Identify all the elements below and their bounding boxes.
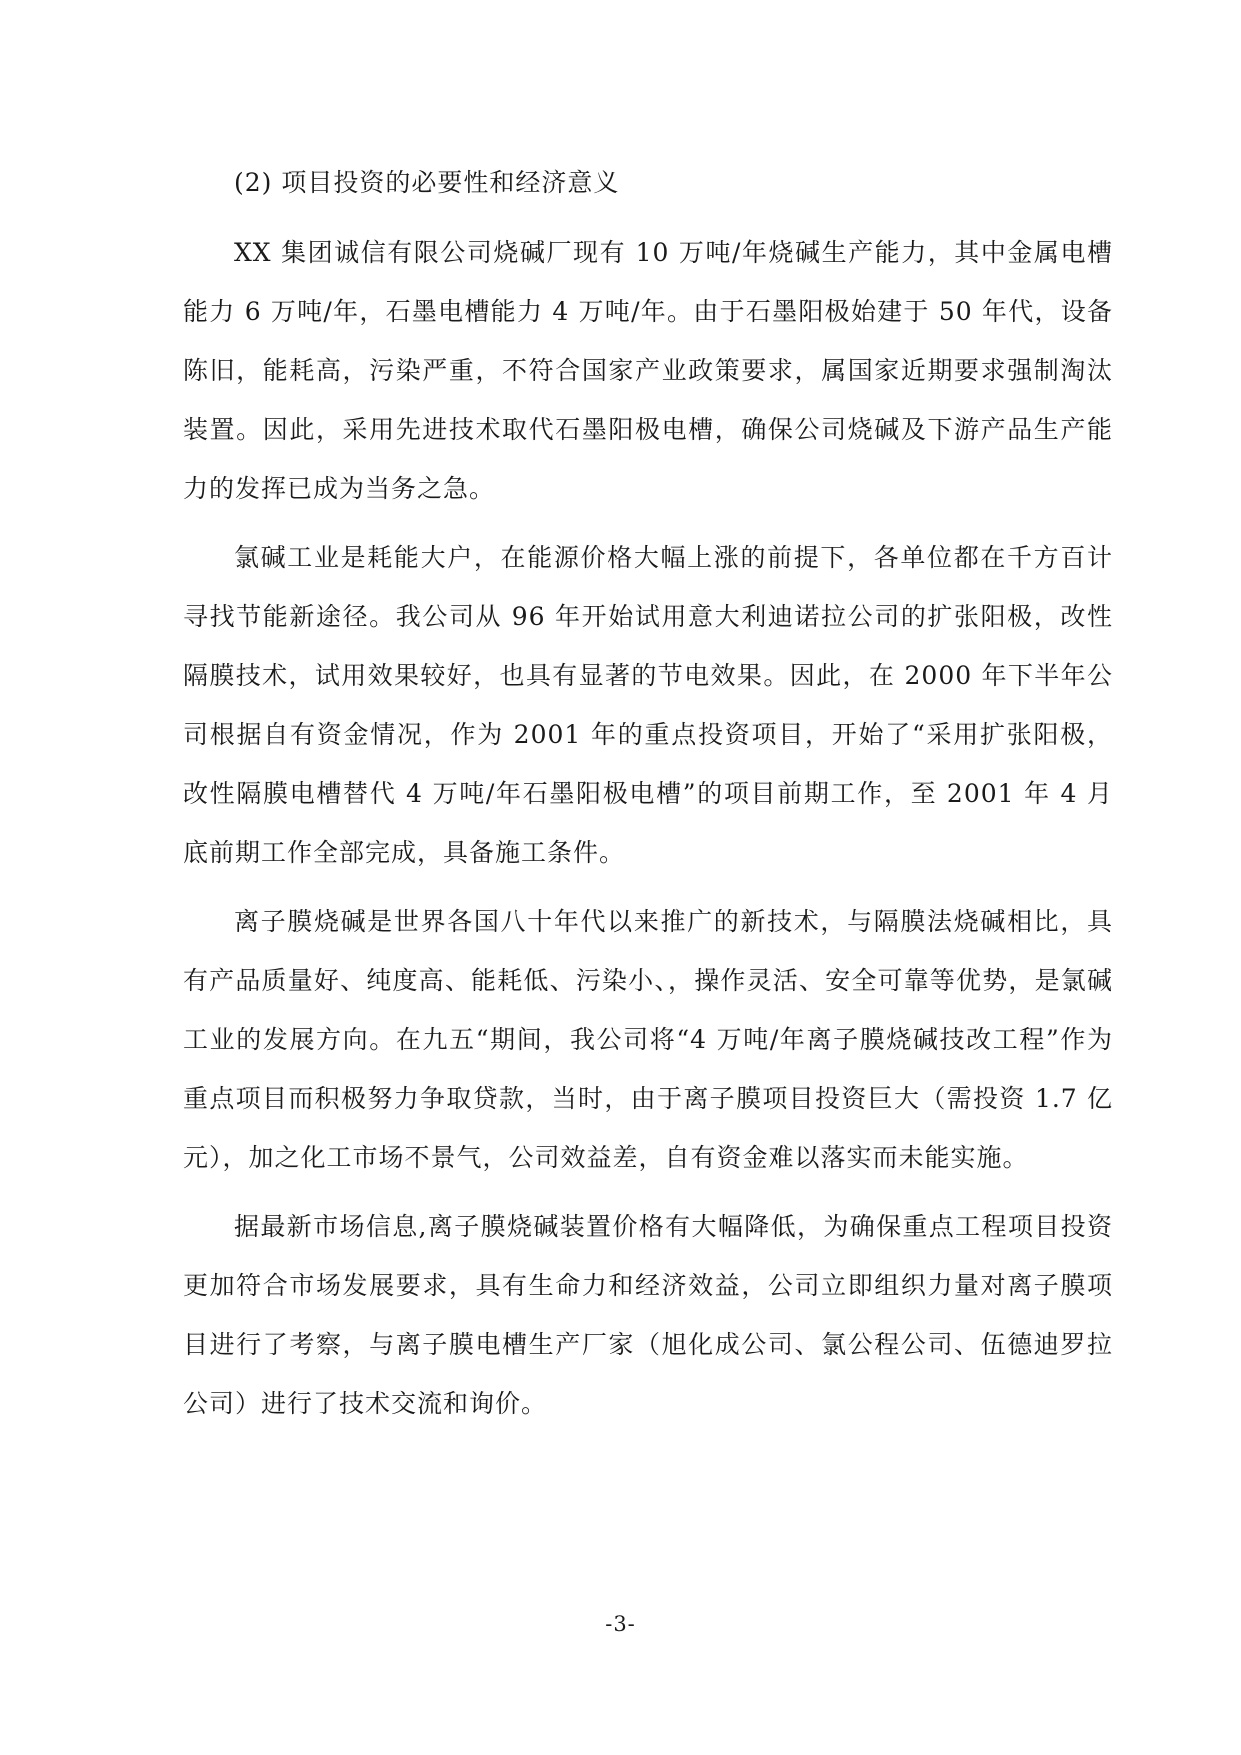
page-number: -3- bbox=[605, 1612, 636, 1636]
paragraph-2: 氯碱工业是耗能大户，在能源价格大幅上涨的前提下，各单位都在千方百计寻找节能新途径。我公司从 96 年开始试用意大利迪诺拉公司的扩张阳极，改性隔膜技术，试用效果较好，也具有显著的节电效果。因此，在 2000 年下半年公司根据自有资金情况，作为 2001 年的重点投资项目，开始了“采用扩张阳极，改性隔膜电槽替代 4 万吨/年石墨阳极电槽”的项目前期工作，至 2001 年 4 月底前期工作全部完成，具备施工条件。 bbox=[183, 543, 1113, 867]
paragraph-3: 离子膜烧碱是世界各国八十年代以来推广的新技术，与隔膜法烧碱相比，具有产品质量好、纯度高、能耗低、污染小、，操作灵活、安全可靠等优势，是氯碱工业的发展方向。在九五“期间，我公司将“4 万吨/年离子膜烧碱技改工程”作为重点项目而积极努力争取贷款，当时，由于离子膜项目投资巨大（需投资 1.7 亿元），加之化工市场不景气，公司效益差，自有资金难以落实而未能实施。 bbox=[183, 907, 1113, 1172]
paragraph-4: 据最新市场信息,离子膜烧碱装置价格有大幅降低，为确保重点工程项目投资更加符合市场发展要求，具有生命力和经济效益，公司立即组织力量对离子膜项目进行了考察，与离子膜电槽生产厂家（旭化成公司、氯公程公司、伍德迪罗拉公司）进行了技术交流和询价。 bbox=[183, 1212, 1113, 1418]
document-body bbox=[183, 155, 1113, 1443]
paragraph-1: XX 集团诚信有限公司烧碱厂现有 10 万吨/年烧碱生产能力，其中金属电槽能力 6 万吨/年，石墨电槽能力 4 万吨/年。由于石墨阳极始建于 50 年代，设备陈旧，能耗高，污染严重，不符合国家产业政策要求，属国家近期要求强制淘汰装置。因此，采用先进技术取代石墨阳极电槽，确保公司烧碱及下游产品生产能力的发挥已成为当务之急。 bbox=[183, 238, 1113, 503]
section-heading: (2) 项目投资的必要性和经济意义 bbox=[234, 168, 620, 197]
